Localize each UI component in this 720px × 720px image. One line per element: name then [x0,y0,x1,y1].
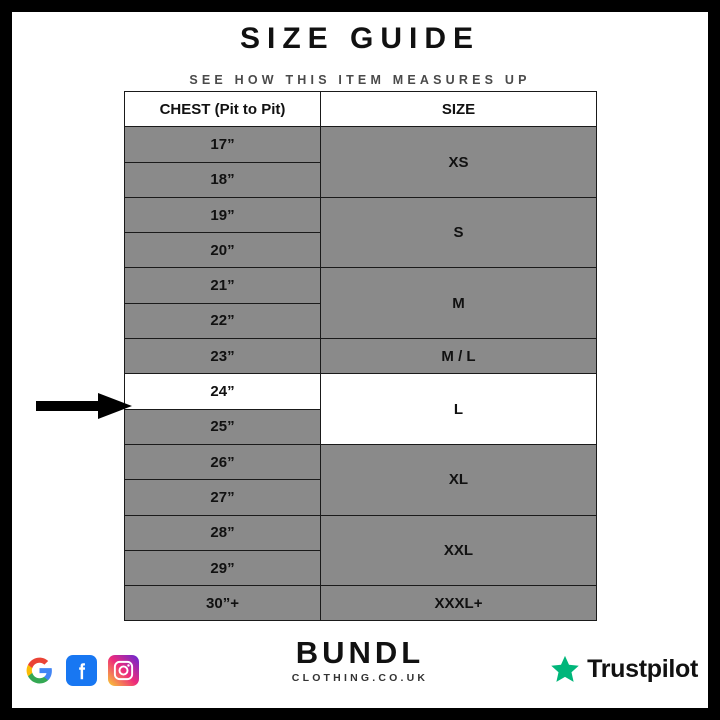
table-row [125,127,597,162]
column-header-chest: CHEST (Pit to Pit) [125,92,321,127]
measurement-cell: 23” [125,339,321,374]
page-title: SIZE GUIDE [239,22,481,55]
size-cell: S [321,197,597,268]
size-table-body [125,127,597,621]
size-cell: XL [321,444,597,515]
table-header-row [125,92,597,127]
table-row [125,586,597,621]
measurement-cell-highlighted: 24” [125,374,321,409]
size-cell: XS [321,127,597,198]
size-table [124,91,597,621]
size-cell-highlighted: L [321,374,597,445]
table-row [125,268,597,303]
brand-domain: CLOTHING.CO.UK [291,672,429,684]
table-row [125,444,597,479]
table-row [125,197,597,232]
measurement-cell: 27” [125,480,321,515]
table-row [125,339,597,374]
trustpilot-label: Trustpilot [587,654,698,683]
size-table-head [125,92,597,127]
measurement-cell: 19” [125,197,321,232]
measurement-cell: 30”+ [125,586,321,621]
size-cell: M [321,268,597,339]
table-row-highlighted [125,374,597,409]
size-table-wrap [124,91,596,621]
measurement-cell: 18” [125,162,321,197]
column-header-size: SIZE [321,92,597,127]
measurement-cell: 17” [125,127,321,162]
measurement-cell: 28” [125,515,321,550]
trustpilot-star-icon [550,654,580,684]
size-cell: XXXL+ [321,586,597,621]
highlight-arrow-icon [36,393,132,419]
measurement-cell: 25” [125,409,321,444]
measurement-cell: 29” [125,550,321,585]
footer [12,622,708,700]
size-cell: XXL [321,515,597,586]
measurement-cell: 26” [125,444,321,479]
trustpilot-badge[interactable] [550,654,698,684]
size-cell: M / L [321,339,597,374]
page-subtitle: SEE HOW THIS ITEM MEASURES UP [189,73,531,87]
size-guide-sheet [12,12,708,708]
measurement-cell: 20” [125,233,321,268]
brand-name: BUNDL [295,635,425,670]
measurement-cell: 22” [125,303,321,338]
table-row [125,515,597,550]
measurement-cell: 21” [125,268,321,303]
